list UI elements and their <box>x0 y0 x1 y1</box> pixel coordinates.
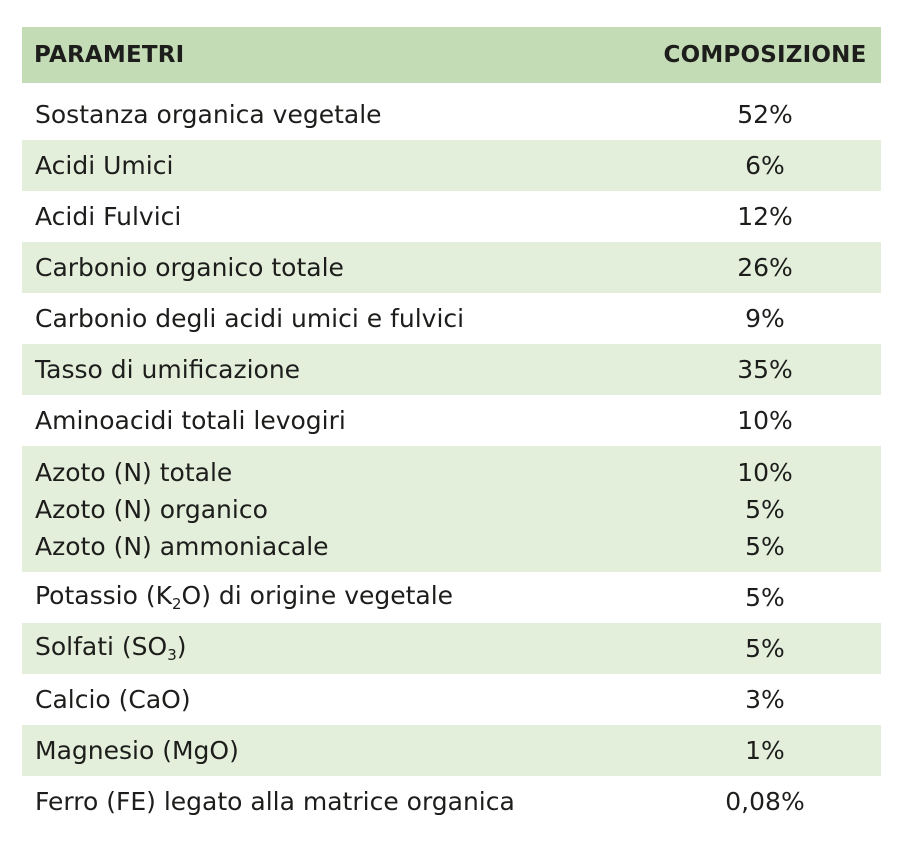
param-cell: Acidi Fulvici <box>35 202 182 231</box>
table-row <box>22 725 881 776</box>
table-row <box>22 572 881 623</box>
table-row <box>22 140 881 191</box>
param-cell: Acidi Umici <box>35 151 174 180</box>
table-row-azoto <box>22 446 881 572</box>
table-row <box>22 242 881 293</box>
param-line: Azoto (N) organico <box>35 494 268 524</box>
param-text: O) di origine vegetale <box>181 581 454 610</box>
value-line: 5% <box>745 531 785 561</box>
param-cell: Magnesio (MgO) <box>35 736 239 765</box>
param-cell: Carbonio organico totale <box>35 253 344 282</box>
param-cell: Tasso di umificazione <box>35 355 301 384</box>
table-row <box>22 191 881 242</box>
param-line: Azoto (N) ammoniacale <box>35 531 329 561</box>
param-cell <box>22 454 649 565</box>
value-line: 10% <box>737 457 793 487</box>
param-text: Solfati (SO <box>35 632 168 661</box>
table-row <box>22 293 881 344</box>
value-cell: 26% <box>737 253 793 282</box>
value-cell: 12% <box>737 202 793 231</box>
value-cell: 5% <box>745 634 785 663</box>
composition-table <box>22 27 881 827</box>
param-cell: Ferro (FE) legato alla matrice organica <box>35 787 515 816</box>
param-cell: Carbonio degli acidi umici e fulvici <box>35 304 465 333</box>
param-line: Azoto (N) totale <box>35 457 233 487</box>
param-cell: Calcio (CaO) <box>35 685 191 714</box>
value-cell: 10% <box>737 406 793 435</box>
value-cell: 6% <box>745 151 785 180</box>
value-cell: 0,08% <box>725 787 805 816</box>
param-cell <box>22 628 649 669</box>
header-parametri: PARAMETRI <box>34 42 185 68</box>
subscript: 3 <box>167 646 177 664</box>
value-cell <box>649 454 881 565</box>
table-row <box>22 89 881 140</box>
table-row <box>22 776 881 827</box>
value-cell: 9% <box>745 304 785 333</box>
value-line: 5% <box>745 494 785 524</box>
param-cell <box>22 577 649 618</box>
subscript: 2 <box>172 595 182 613</box>
param-cell: Aminoacidi totali levogiri <box>35 406 346 435</box>
header-composizione: COMPOSIZIONE <box>663 42 867 68</box>
value-cell: 35% <box>737 355 793 384</box>
table-row <box>22 623 881 674</box>
table-header <box>22 27 881 83</box>
param-text: ) <box>176 632 187 661</box>
value-cell: 52% <box>737 100 793 129</box>
param-cell: Sostanza organica vegetale <box>35 100 382 129</box>
table-row <box>22 674 881 725</box>
table-row <box>22 344 881 395</box>
table-row <box>22 395 881 446</box>
param-text: Potassio (K <box>35 581 172 610</box>
value-cell: 3% <box>745 685 785 714</box>
value-cell: 5% <box>745 583 785 612</box>
value-cell: 1% <box>745 736 785 765</box>
